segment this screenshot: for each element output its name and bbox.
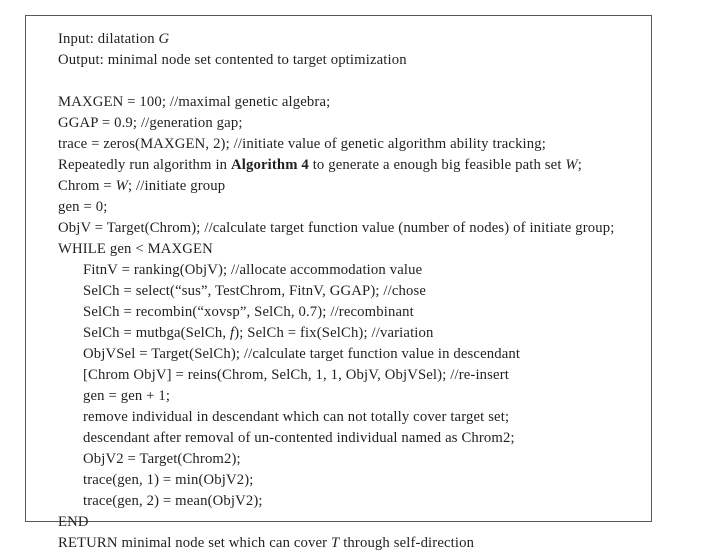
pseudocode-line xyxy=(58,260,643,281)
pseudocode-line xyxy=(58,344,643,365)
pseudocode-text: Input: dilatation xyxy=(58,31,159,47)
pseudocode-line xyxy=(58,50,643,71)
pseudocode-line xyxy=(58,470,643,491)
pseudocode-text: ; //initiate group xyxy=(128,178,226,194)
pseudocode-variable: f xyxy=(229,325,235,341)
pseudocode-text: ); SelCh = fix(SelCh); //variation xyxy=(234,325,434,341)
pseudocode-text: FitnV = ranking(ObjV); //allocate accommodation value xyxy=(83,262,423,278)
pseudocode-text: MAXGEN = 100; //maximal genetic algebra; xyxy=(58,94,331,110)
pseudocode-variable: T xyxy=(331,535,340,551)
pseudocode-line xyxy=(58,197,643,218)
pseudocode-line xyxy=(58,365,643,386)
pseudocode-text: ObjVSel = Target(SelCh); //calculate target function value in descendant xyxy=(83,346,521,362)
pseudocode-text: SelCh = mutbga(SelCh, xyxy=(83,325,230,341)
pseudocode-line xyxy=(58,155,643,176)
pseudocode-line xyxy=(58,428,643,449)
pseudocode-line xyxy=(58,239,643,260)
pseudocode-listing xyxy=(58,29,643,554)
pseudocode-line xyxy=(58,92,643,113)
pseudocode-line xyxy=(58,29,643,50)
pseudocode-line xyxy=(58,281,643,302)
pseudocode-line xyxy=(58,491,643,512)
pseudocode-text: RETURN minimal node set which can cover xyxy=(58,535,332,551)
pseudocode-text: Output: minimal node set contented to target optimization xyxy=(58,52,407,68)
pseudocode-text: ObjV2 = Target(Chrom2); xyxy=(83,451,241,467)
pseudocode-variable: G xyxy=(158,31,170,47)
pseudocode-text: SelCh = select(“sus”, TestChrom, FitnV, GGAP); //chose xyxy=(83,283,427,299)
pseudocode-text: ObjV = Target(Chrom); //calculate target function value (number of nodes) of initiate group; xyxy=(58,220,615,236)
pseudocode-line xyxy=(58,512,643,533)
pseudocode-text: END xyxy=(58,514,89,530)
pseudocode-text: Repeatedly run algorithm in xyxy=(58,157,231,173)
pseudocode-text: SelCh = recombin(“xovsp”, SelCh, 0.7); //recombinant xyxy=(83,304,414,320)
pseudocode-line xyxy=(58,533,643,554)
algorithm-pseudocode-box xyxy=(25,15,652,551)
pseudocode-line xyxy=(58,323,643,344)
pseudocode-line xyxy=(58,407,643,428)
pseudocode-text: WHILE gen < MAXGEN xyxy=(58,241,213,257)
pseudocode-text: trace(gen, 1) = min(ObjV2); xyxy=(83,472,254,488)
pseudocode-text: trace(gen, 2) = mean(ObjV2); xyxy=(83,493,263,509)
pseudocode-line xyxy=(58,113,643,134)
pseudocode-text: GGAP = 0.9; //generation gap; xyxy=(58,115,243,131)
pseudocode-text: [Chrom ObjV] = reins(Chrom, SelCh, 1, 1, ObjV, ObjVSel); //re-insert xyxy=(83,367,509,383)
pseudocode-text: gen = gen + 1; xyxy=(83,388,171,404)
pseudocode-line xyxy=(58,386,643,407)
pseudocode-text: remove individual in descendant which can not totally cover target set; xyxy=(83,409,510,425)
pseudocode-line xyxy=(58,134,643,155)
pseudocode-text: gen = 0; xyxy=(58,199,108,215)
pseudocode-line xyxy=(58,302,643,323)
pseudocode-text: Chrom = xyxy=(58,178,116,194)
pseudocode-line xyxy=(58,176,643,197)
pseudocode-text: descendant after removal of un-contented individual named as Chrom2; xyxy=(83,430,515,446)
pseudocode-line xyxy=(58,218,643,239)
pseudocode-text: through self-direction xyxy=(339,535,475,551)
pseudocode-text: trace = zeros(MAXGEN, 2); //initiate value of genetic algorithm ability tracking; xyxy=(58,136,546,152)
pseudocode-spacer xyxy=(58,71,643,92)
pseudocode-variable: W xyxy=(565,157,578,173)
pseudocode-line xyxy=(58,449,643,470)
pseudocode-variable: W xyxy=(115,178,128,194)
pseudocode-reference: Algorithm 4 xyxy=(230,157,309,173)
pseudocode-text: ; xyxy=(577,157,582,173)
pseudocode-text: to generate a enough big feasible path set xyxy=(308,157,566,173)
